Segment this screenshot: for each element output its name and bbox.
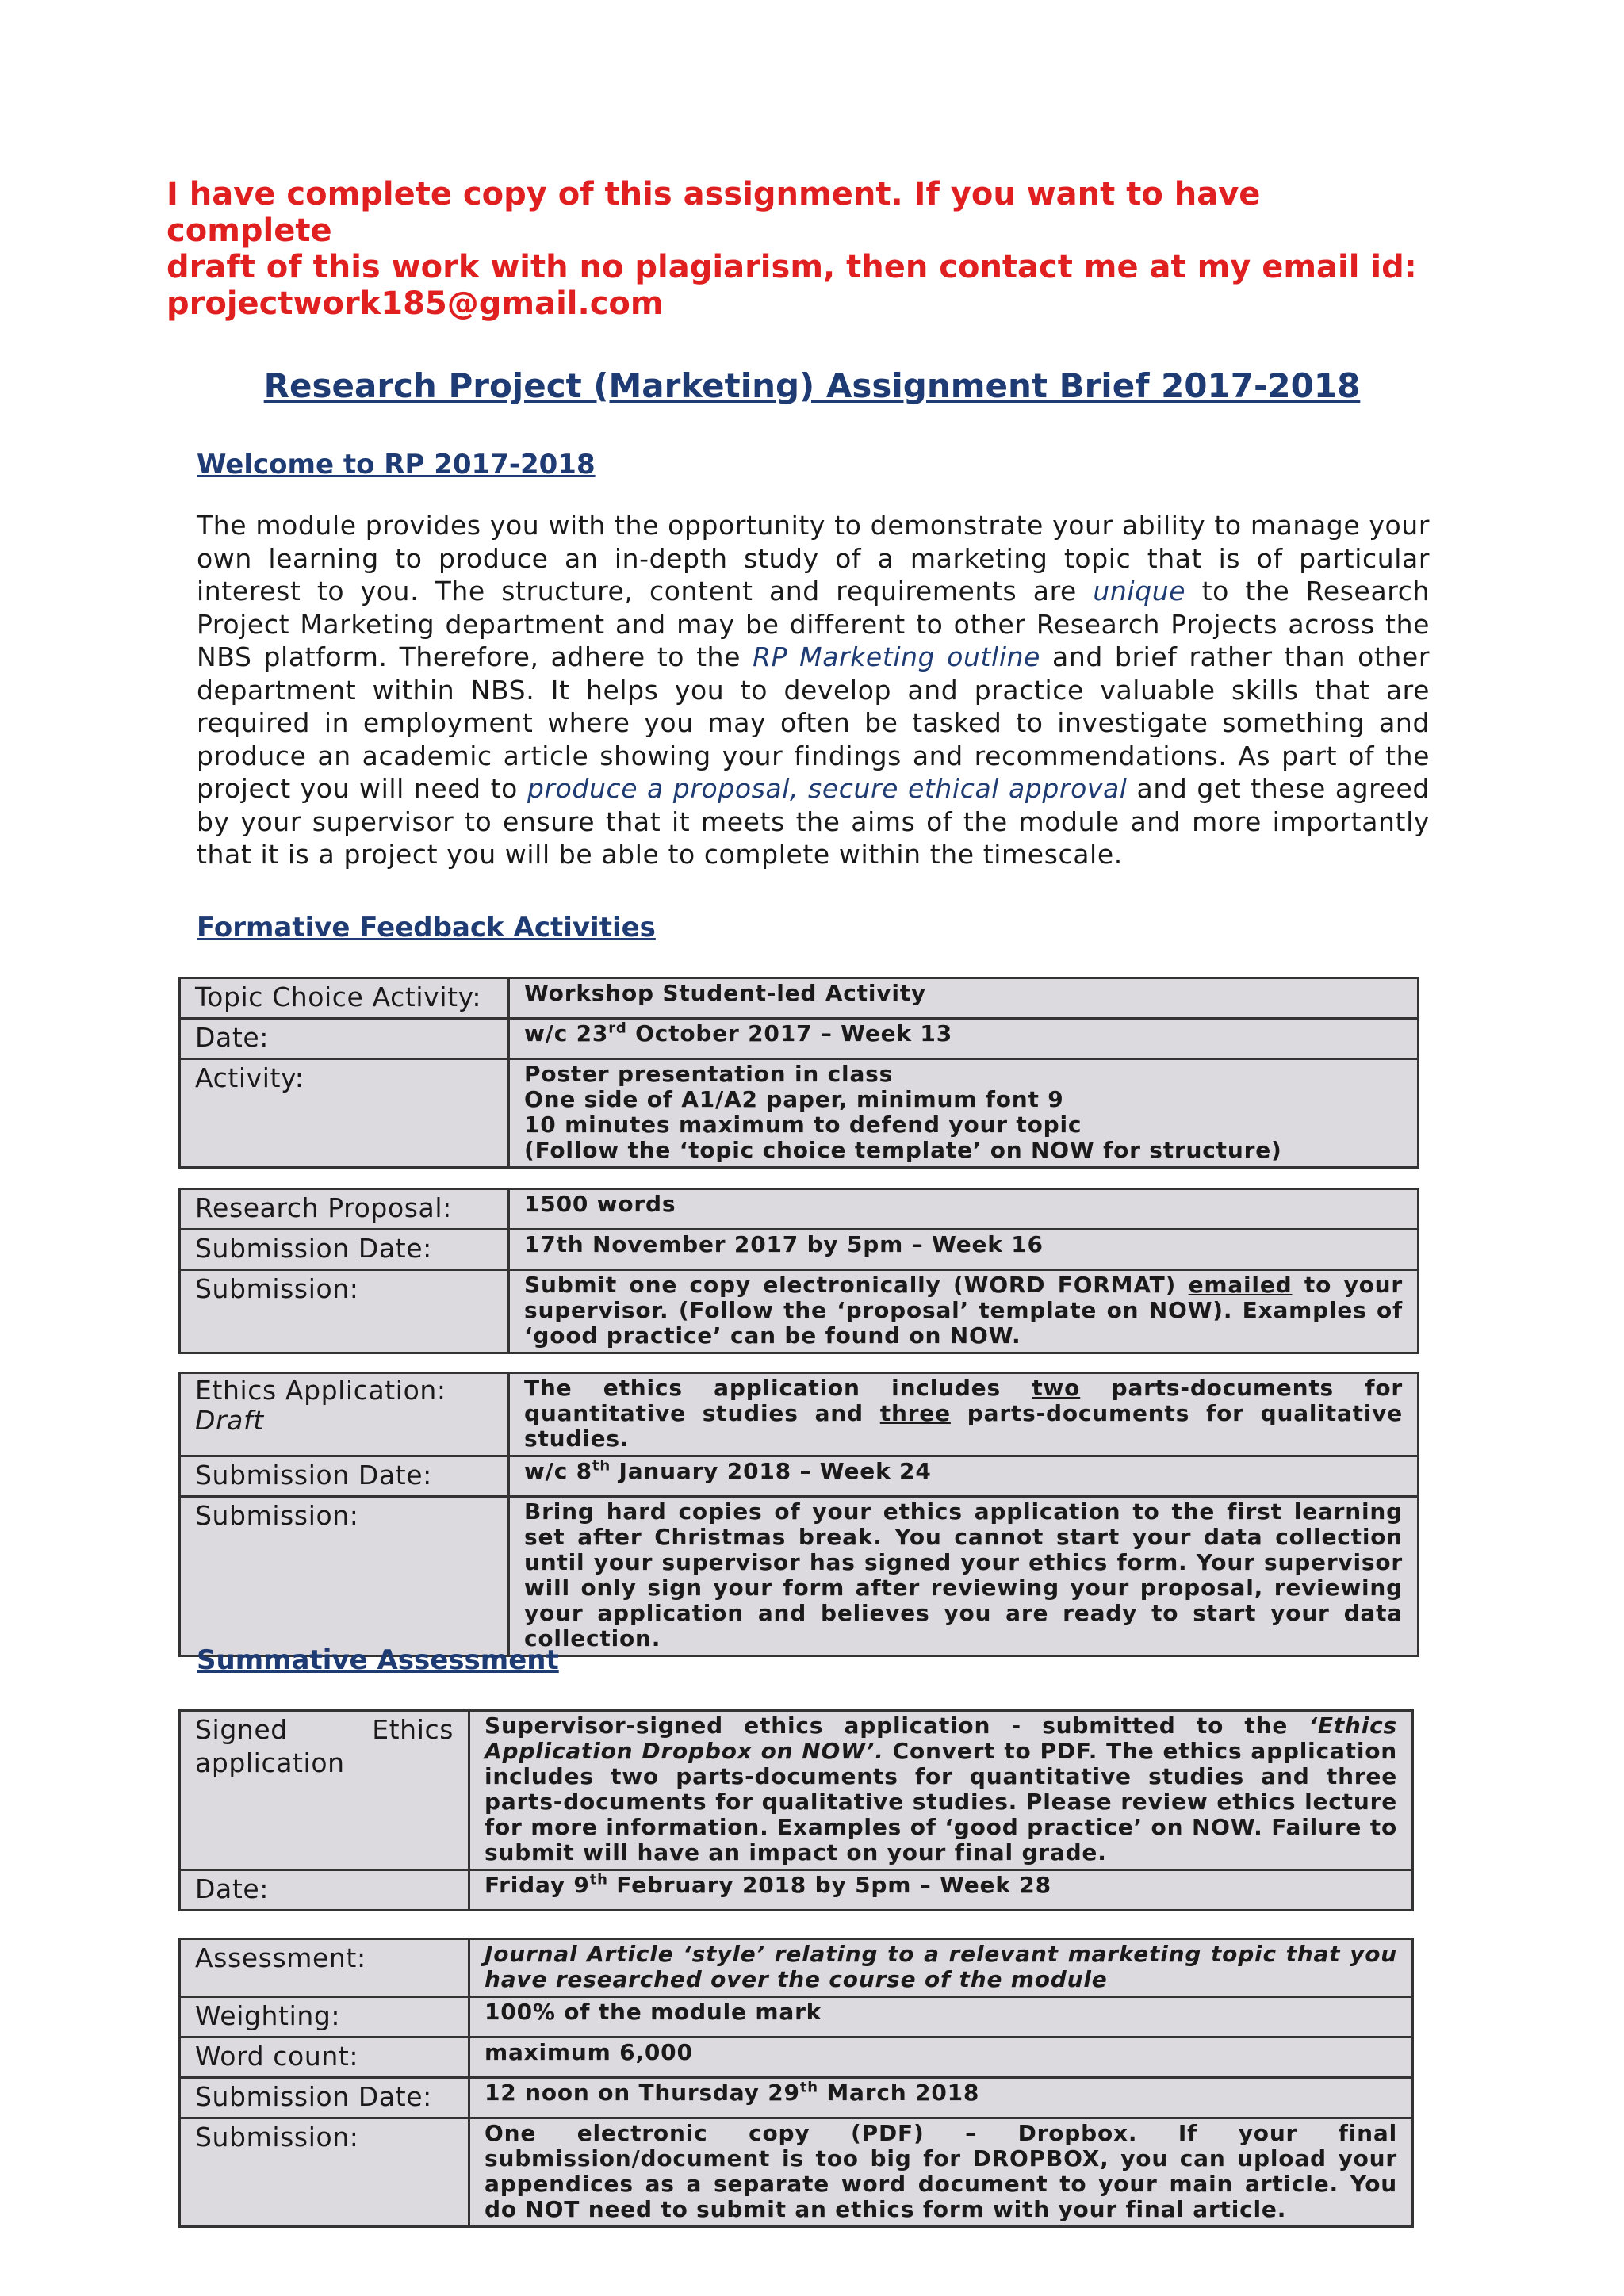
table-row: [180, 1997, 1413, 2038]
intro-highlight: RP Marketing outline: [753, 641, 1040, 672]
welcome-heading: Welcome to RP 2017-2018: [197, 449, 596, 480]
table-row: [180, 978, 1419, 1019]
table-row: [180, 1230, 1419, 1270]
table-row: [180, 1019, 1419, 1059]
table-label: Assessment:: [180, 1939, 469, 1997]
table-label: Date:: [180, 1870, 469, 1911]
table-label: Date:: [180, 1019, 509, 1059]
table-label: Submission:: [180, 1497, 509, 1656]
table-value: Friday 9th February 2018 by 5pm – Week 28: [469, 1870, 1413, 1911]
intro-highlight: unique: [1093, 576, 1186, 607]
table-row: [180, 1497, 1419, 1656]
table-label: Word count:: [180, 2038, 469, 2078]
table-value: w/c 23rd October 2017 – Week 13: [509, 1019, 1419, 1059]
table-value: Workshop Student-led Activity: [509, 978, 1419, 1019]
table-row: [180, 1270, 1419, 1353]
table-value: Supervisor-signed ethics application - submitted to the ‘Ethics Application Dropbox on NOW’. Convert to PDF. The ethics application includes two parts-documents for quantitative studies and three parts-documents for qualitative studies. Please review ethics lecture for more information. Examples of ‘good practice’ on NOW. Failure to submit will have an impact on your final grade.: [469, 1711, 1413, 1870]
table-row: [180, 1189, 1419, 1230]
table-value: 12 noon on Thursday 29th March 2018: [469, 2078, 1413, 2118]
table-value: Poster presentation in class One side of A1/A2 paper, minimum font 9 10 minutes maximum to defend your topic (Follow the ‘topic choice template’ on NOW for structure): [509, 1059, 1419, 1168]
promo-notice: [167, 176, 1419, 322]
table-row: [180, 1456, 1419, 1497]
document-title: Research Project (Marketing) Assignment Brief 2017-2018: [263, 366, 1361, 405]
summative-heading: Summative Assessment: [197, 1644, 559, 1676]
table-label: Topic Choice Activity:: [180, 978, 509, 1019]
intro-paragraph: [197, 509, 1430, 871]
promo-email: projectwork185@gmail.com: [167, 285, 664, 322]
table-label: Submission:: [180, 2118, 469, 2227]
table-row: [180, 1711, 1413, 1870]
table-label: Submission Date:: [180, 1230, 509, 1270]
table-row: [180, 1939, 1413, 1997]
research-proposal-table: [178, 1188, 1419, 1354]
table-label: Signed Ethics application: [180, 1711, 469, 1870]
table-row: [180, 2118, 1413, 2227]
assessment-table: [178, 1938, 1414, 2228]
signed-ethics-table: [178, 1709, 1414, 1911]
table-value: Submit one copy electronically (WORD FORMAT) emailed to your supervisor. (Follow the ‘proposal’ template on NOW). Examples of ‘good practice’ can be found on NOW.: [509, 1270, 1419, 1353]
table-label: Submission Date:: [180, 2078, 469, 2118]
table-row: [180, 1870, 1413, 1911]
table-row: [180, 2078, 1413, 2118]
table-label: Weighting:: [180, 1997, 469, 2038]
intro-text: and get these agreed by your supervisor to ensure that it meets the aims of the module and more importantly that it is a project you will be able to complete within the timescale.: [197, 773, 1430, 870]
intro-highlight: produce a proposal, secure ethical approval: [527, 773, 1128, 804]
table-label: Activity:: [180, 1059, 509, 1168]
intro-text: to the Research Project Marketing department and may be different to other Research Projects across the NBS platform. Therefore, adhere to the: [197, 576, 1430, 672]
intro-text: The module provides you with the opportunity to demonstrate your ability to manage your own learning to produce an in-depth study of a marketing topic that is of particular interest to you. The structure, content and requirements are: [197, 510, 1430, 607]
table-label: Submission:: [180, 1270, 509, 1353]
table-label: Research Proposal:: [180, 1189, 509, 1230]
table-value: Bring hard copies of your ethics application to the first learning set after Christmas break. You cannot start your data collection until your supervisor has signed your ethics form. Your supervisor will only sign your form after reviewing your proposal, reviewing your application and believes you are ready to start your data collection.: [509, 1497, 1419, 1656]
table-value: 100% of the module mark: [469, 1997, 1413, 2038]
intro-text: and brief rather than other department within NBS. It helps you to develop and practice valuable skills that are required in employment where you may often be tasked to investigate something and produce an academic article showing your findings and recommendations. As part of the project you will need to: [197, 641, 1430, 804]
promo-line: draft of this work with no plagiarism, then contact me at my email id:: [167, 249, 1417, 285]
topic-choice-table: [178, 977, 1419, 1169]
table-value: w/c 8th January 2018 – Week 24: [509, 1456, 1419, 1497]
table-value: 17th November 2017 by 5pm – Week 16: [509, 1230, 1419, 1270]
table-value: The ethics application includes two parts-documents for quantitative studies and three parts-documents for qualitative studies.: [509, 1373, 1419, 1456]
table-row: [180, 1059, 1419, 1168]
table-label: Ethics Application: Draft: [180, 1373, 509, 1456]
table-value: Journal Article ‘style’ relating to a relevant marketing topic that you have researched over the course of the module: [469, 1939, 1413, 1997]
formative-heading: Formative Feedback Activities: [197, 912, 656, 943]
ethics-application-table: [178, 1372, 1419, 1657]
table-value: One electronic copy (PDF) – Dropbox. If your final submission/document is too big for DROPBOX, you can upload your appendices as a separate word document to your main article. You do NOT need to submit an ethics form with your final article.: [469, 2118, 1413, 2227]
table-value: maximum 6,000: [469, 2038, 1413, 2078]
table-label: Submission Date:: [180, 1456, 509, 1497]
table-row: [180, 1373, 1419, 1456]
table-value: 1500 words: [509, 1189, 1419, 1230]
promo-line: I have complete copy of this assignment. If you want to have complete: [167, 176, 1261, 249]
table-row: [180, 2038, 1413, 2078]
